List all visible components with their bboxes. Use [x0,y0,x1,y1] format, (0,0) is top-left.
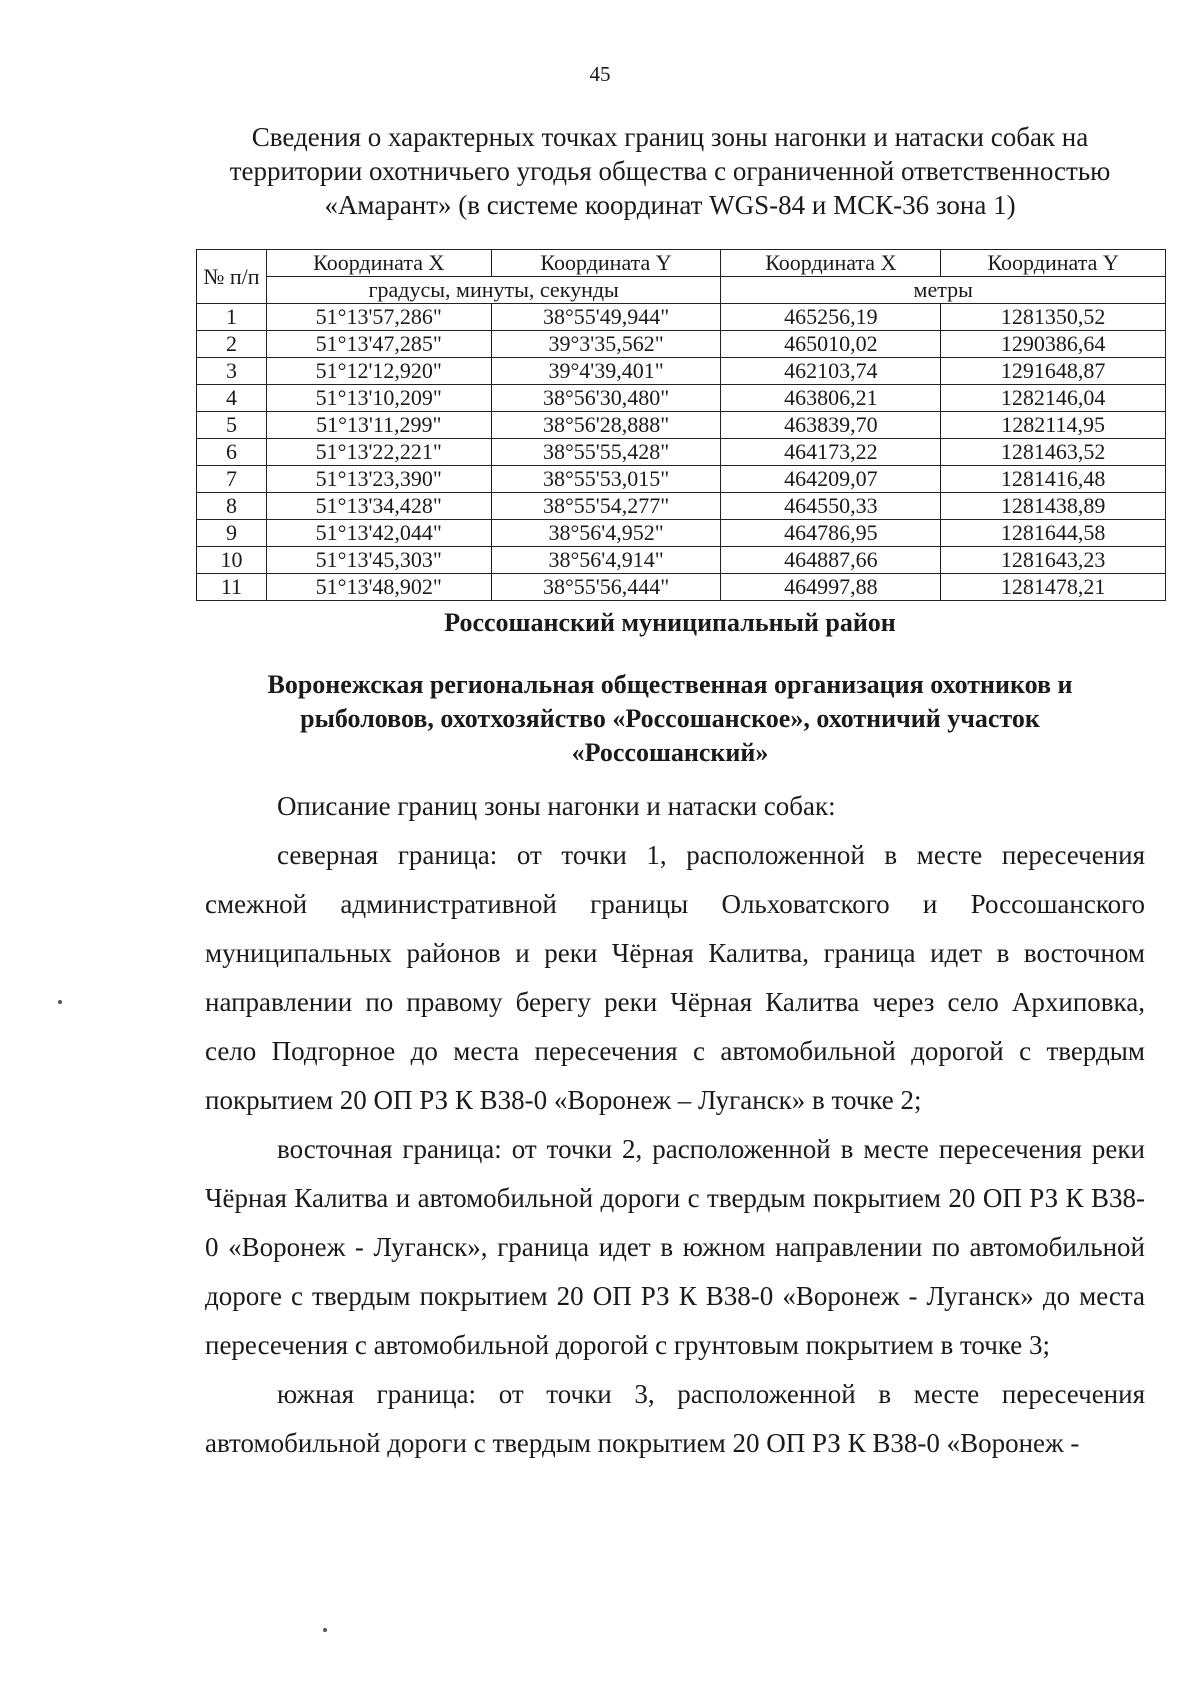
district-heading: Россошанский муниципальный район [444,608,896,637]
cell-num: 8 [197,493,267,520]
cell-x-m: 464997,88 [721,574,941,601]
cell-x-m: 465010,02 [721,331,941,358]
cell-y-m: 1281478,21 [941,574,1166,601]
scan-speck [58,1000,62,1004]
cell-x-m: 465256,19 [721,304,941,331]
cell-x-m: 464209,07 [721,466,941,493]
cell-num: 2 [197,331,267,358]
cell-y-deg: 38°55'49,944" [491,304,721,331]
cell-y-m: 1281350,52 [941,304,1166,331]
cell-y-deg: 38°55'54,277" [491,493,721,520]
cell-num: 5 [197,412,267,439]
cell-x-m: 463839,70 [721,412,941,439]
table-row [197,547,1166,574]
boundary-description [205,782,1145,1468]
header-x-deg: Координата X [266,250,491,277]
cell-y-deg: 38°55'56,444" [491,574,721,601]
cell-x-m: 464173,22 [721,439,941,466]
cell-x-deg: 51°13'34,428" [266,493,491,520]
table-row [197,493,1166,520]
cell-y-deg: 38°55'53,015" [491,466,721,493]
cell-num: 4 [197,385,267,412]
cell-x-deg: 51°13'48,902" [266,574,491,601]
cell-y-m: 1281438,89 [941,493,1166,520]
cell-num: 6 [197,439,267,466]
header-x-m: Координата X [721,250,941,277]
cell-x-deg: 51°13'23,390" [266,466,491,493]
header-y-deg: Координата Y [491,250,721,277]
page-number: 45 [589,62,611,86]
cell-x-deg: 51°12'12,920" [266,358,491,385]
paragraph-north-boundary: северная граница: от точки 1, расположенной в месте пересечения смежной административной границы Ольховатского и Россошанского муниципальных районов и реки Чёрная Калитва, граница идет в восточном направлении по правому берегу реки Чёрная Калитва через село Архиповка, село Подгорное до места пересечения с автомобильной дорогой с твердым покрытием 20 ОП РЗ К В38-0 «Воронеж – Луганск» в точке 2; [205,840,1145,1115]
table-row [197,358,1166,385]
cell-y-deg: 39°4'39,401" [491,358,721,385]
cell-num: 9 [197,520,267,547]
cell-y-m: 1281416,48 [941,466,1166,493]
cell-y-deg: 38°56'30,480" [491,385,721,412]
cell-y-deg: 38°56'4,952" [491,520,721,547]
cell-num: 10 [197,547,267,574]
cell-num: 3 [197,358,267,385]
coordinates-table-body [197,304,1166,601]
table-row [197,466,1166,493]
paragraph-east-boundary: восточная граница: от точки 2, расположенной в месте пересечения реки Чёрная Калитва и автомобильной дороги с твердым покрытием 20 ОП РЗ К В38-0 «Воронеж - Луганск», граница идет в южном направлении по автомобильной дороге с твердым покрытием 20 ОП РЗ К В38-0 «Воронеж - Луганск» до места пересечения с автомобильной дорогой с грунтовым покрытием в точке 3; [205,1134,1145,1360]
cell-y-m: 1290386,64 [941,331,1166,358]
cell-x-m: 464786,95 [721,520,941,547]
cell-x-m: 463806,21 [721,385,941,412]
table-row [197,385,1166,412]
cell-x-deg: 51°13'11,299" [266,412,491,439]
coordinates-table [196,249,1166,601]
table-row [197,520,1166,547]
cell-y-m: 1291648,87 [941,358,1166,385]
cell-y-m: 1282114,95 [941,412,1166,439]
cell-y-deg: 38°56'4,914" [491,547,721,574]
scan-speck [323,1628,327,1632]
paragraph-south-boundary: южная граница: от точки 3, расположенной в месте пересечения автомобильной дороги с твердым покрытием 20 ОП РЗ К В38-0 «Воронеж - [205,1379,1145,1458]
cell-y-deg: 39°3'35,562" [491,331,721,358]
table-row [197,412,1166,439]
table-row [197,439,1166,466]
cell-x-deg: 51°13'47,285" [266,331,491,358]
table-title: Сведения о характерных точках границ зоны нагонки и натаски собак на территории охотничьего угодья общества с ограниченной ответственностью «Амарант» (в системе координат WGS-84 и МСК-36 зона 1) [229,122,1111,220]
cell-y-m: 1281463,52 [941,439,1166,466]
table-row [197,304,1166,331]
header-unit-m: метры [721,277,1166,304]
cell-x-m: 464887,66 [721,547,941,574]
cell-x-m: 464550,33 [721,493,941,520]
header-unit-deg: градусы, минуты, секунды [266,277,721,304]
header-num: № п/п [197,250,267,304]
cell-x-deg: 51°13'42,044" [266,520,491,547]
cell-y-m: 1281643,23 [941,547,1166,574]
cell-x-m: 462103,74 [721,358,941,385]
table-row [197,574,1166,601]
paragraph-intro: Описание границ зоны нагонки и натаски собак: [277,791,836,821]
cell-x-deg: 51°13'22,221" [266,439,491,466]
header-y-m: Координата Y [941,250,1166,277]
cell-y-deg: 38°55'55,428" [491,439,721,466]
cell-y-m: 1281644,58 [941,520,1166,547]
cell-x-deg: 51°13'45,303" [266,547,491,574]
cell-y-m: 1282146,04 [941,385,1166,412]
cell-y-deg: 38°56'28,888" [491,412,721,439]
cell-num: 1 [197,304,267,331]
cell-num: 11 [197,574,267,601]
table-row [197,331,1166,358]
cell-num: 7 [197,466,267,493]
organization-heading: Воронежская региональная общественная организация охотников и рыболовов, охотхозяйство «Россошанское», охотничий участок «Россошанский» [267,670,1073,767]
cell-x-deg: 51°13'57,286" [266,304,491,331]
cell-x-deg: 51°13'10,209" [266,385,491,412]
